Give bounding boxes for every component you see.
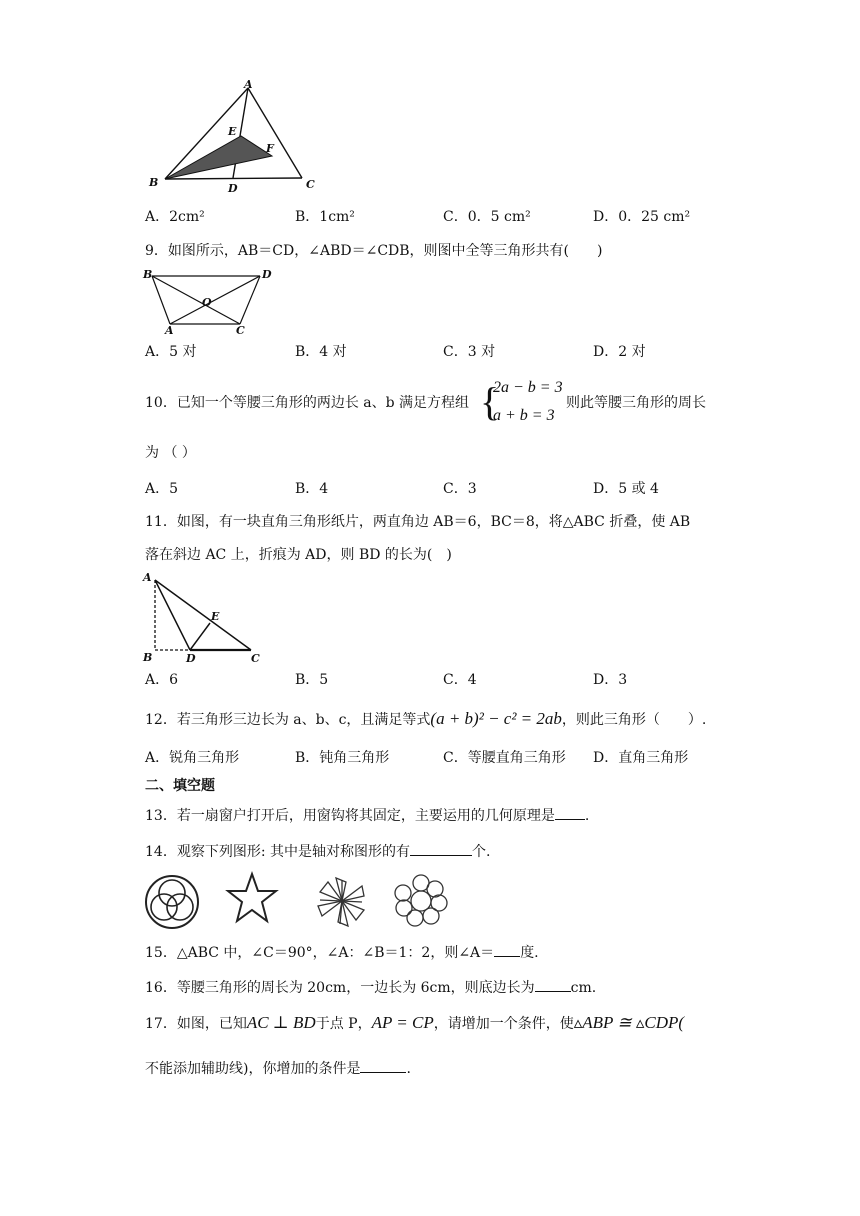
q10-question-text-line2: 为 （ ）: [145, 445, 196, 461]
q14-question-text: 14．观察下列图形: 其中是轴对称图形的有: [145, 844, 410, 860]
q17-question-text-a: 17．如图，已知: [145, 1016, 247, 1032]
q14-shape-star: [224, 870, 280, 928]
q14-question: [145, 841, 490, 862]
q11-label-b: B: [143, 651, 153, 664]
q17-answer-blank[interactable]: [360, 1058, 406, 1073]
q9-label-a: A: [165, 324, 174, 336]
q15-question-end: 度.: [520, 945, 539, 961]
q14-answer-blank[interactable]: [410, 841, 472, 856]
q11-question-text-line2: 落在斜边 AC 上，折痕为 AD，则 BD 的长为( ): [145, 547, 452, 563]
q11-option-b: B．5: [295, 672, 329, 688]
q13-answer-blank[interactable]: [555, 805, 585, 820]
q17-question-text-line2: 不能添加辅助线)，你增加的条件是: [145, 1061, 361, 1077]
q13-question-end: .: [584, 808, 590, 824]
q8-label-f: F: [266, 142, 274, 155]
q14-shape-flower: [393, 873, 449, 929]
q12-option-a: A．锐角三角形: [145, 750, 240, 766]
q16-question-end: cm.: [570, 980, 597, 996]
q16-answer-blank[interactable]: [535, 977, 571, 992]
q12-question-text-after: ，则此三角形（ ）.: [561, 712, 707, 728]
q17-math-perpendicular: AC ⊥ BD: [246, 1013, 316, 1032]
q9-label-o: O: [202, 296, 212, 309]
q16-question-text: 16．等腰三角形的周长为 20cm，一边长为 6cm，则底边长为: [145, 980, 535, 996]
q17-math-congruent: ▵ABP ≅ ▵CDP(: [573, 1013, 685, 1032]
q11-option-c: C．4: [443, 672, 477, 688]
q11-label-d: D: [186, 652, 196, 665]
q14-shape-circle-petals: [143, 873, 201, 931]
q14-shape-pinwheel: [312, 872, 372, 930]
q10-option-a: A．5: [145, 481, 179, 497]
q12-formula: (a + b)² − c² = 2ab: [430, 709, 562, 728]
q8-option-a: A．2cm²: [145, 209, 205, 225]
q11-label-a: A: [143, 571, 152, 584]
q17-math-equal: AP = CP: [371, 1013, 434, 1032]
q16-question: [145, 977, 596, 998]
q12-question: [145, 709, 706, 730]
q9-label-d: D: [262, 268, 272, 281]
q8-label-b: B: [149, 176, 159, 189]
q17-question-end: .: [406, 1061, 411, 1077]
q15-question: [145, 942, 539, 963]
q14-question-end: 个.: [471, 844, 491, 860]
q8-option-d: D．0．25 cm²: [593, 209, 691, 225]
q9-label-c: C: [236, 324, 245, 336]
q10-brace: {: [480, 379, 500, 424]
q10-equation-2: a + b = 3: [493, 407, 555, 424]
q8-label-c: C: [306, 178, 315, 191]
q12-option-b: B．钝角三角形: [295, 750, 390, 766]
q9-option-b: B．4 对: [295, 344, 347, 360]
q11-option-a: A．6: [145, 672, 179, 688]
q12-option-c: C．等腰直角三角形: [443, 750, 566, 766]
q17-question-text-c: ，请增加一个条件，使: [433, 1016, 574, 1032]
q8-label-a: A: [244, 78, 253, 91]
q10-question-text-after: 则此等腰三角形的周长: [566, 395, 706, 411]
q8-label-e: E: [228, 125, 237, 138]
q8-option-c: C．0．5 cm²: [443, 209, 531, 225]
q9-trapezoid-figure: [140, 266, 280, 336]
section-title-fill-in: 二、填空题: [145, 778, 215, 794]
q9-option-d: D．2 对: [593, 344, 646, 360]
q10-option-d: D．5 或 4: [593, 481, 659, 497]
q12-option-d: D．直角三角形: [593, 750, 689, 766]
q8-triangle-figure: [145, 78, 325, 196]
q10-option-b: B．4: [295, 481, 329, 497]
q17-question-line1: [145, 1013, 684, 1034]
q12-question-text: 12．若三角形三边长为 a、b、c，且满足等式: [145, 712, 431, 728]
q10-equation-1: 2a − b = 3: [493, 379, 563, 396]
q17-question-text-b: 于点 P，: [315, 1016, 372, 1032]
q8-label-d: D: [228, 182, 238, 195]
q17-question-line2: [145, 1058, 411, 1079]
q11-label-e: E: [211, 610, 220, 623]
q11-label-c: C: [251, 652, 260, 665]
q9-option-a: A．5 对: [145, 344, 197, 360]
q10-question-text: 10．已知一个等腰三角形的两边长 a、b 满足方程组: [145, 395, 470, 411]
q11-question-text-line1: 11．如图，有一块直角三角形纸片，两直角边 AB＝6，BC＝8，将△ABC 折叠，使 AB: [145, 514, 691, 530]
q13-question: [145, 805, 589, 826]
q15-question-text: 15．△ABC 中，∠C＝90°，∠A：∠B＝1：2，则∠A＝: [145, 945, 495, 961]
q10-option-c: C．3: [443, 481, 477, 497]
q9-label-b: B: [143, 268, 153, 281]
q8-option-b: B．1cm²: [295, 209, 355, 225]
q9-option-c: C．3 对: [443, 344, 496, 360]
q13-question-text: 13．若一扇窗户打开后，用窗钩将其固定，主要运用的几何原理是: [145, 808, 555, 824]
q15-answer-blank[interactable]: [494, 942, 520, 957]
q11-option-d: D．3: [593, 672, 628, 688]
q9-question-text: 9．如图所示，AB＝CD，∠ABD＝∠CDB，则图中全等三角形共有( ): [145, 243, 603, 259]
q11-triangle-figure: [140, 570, 270, 666]
